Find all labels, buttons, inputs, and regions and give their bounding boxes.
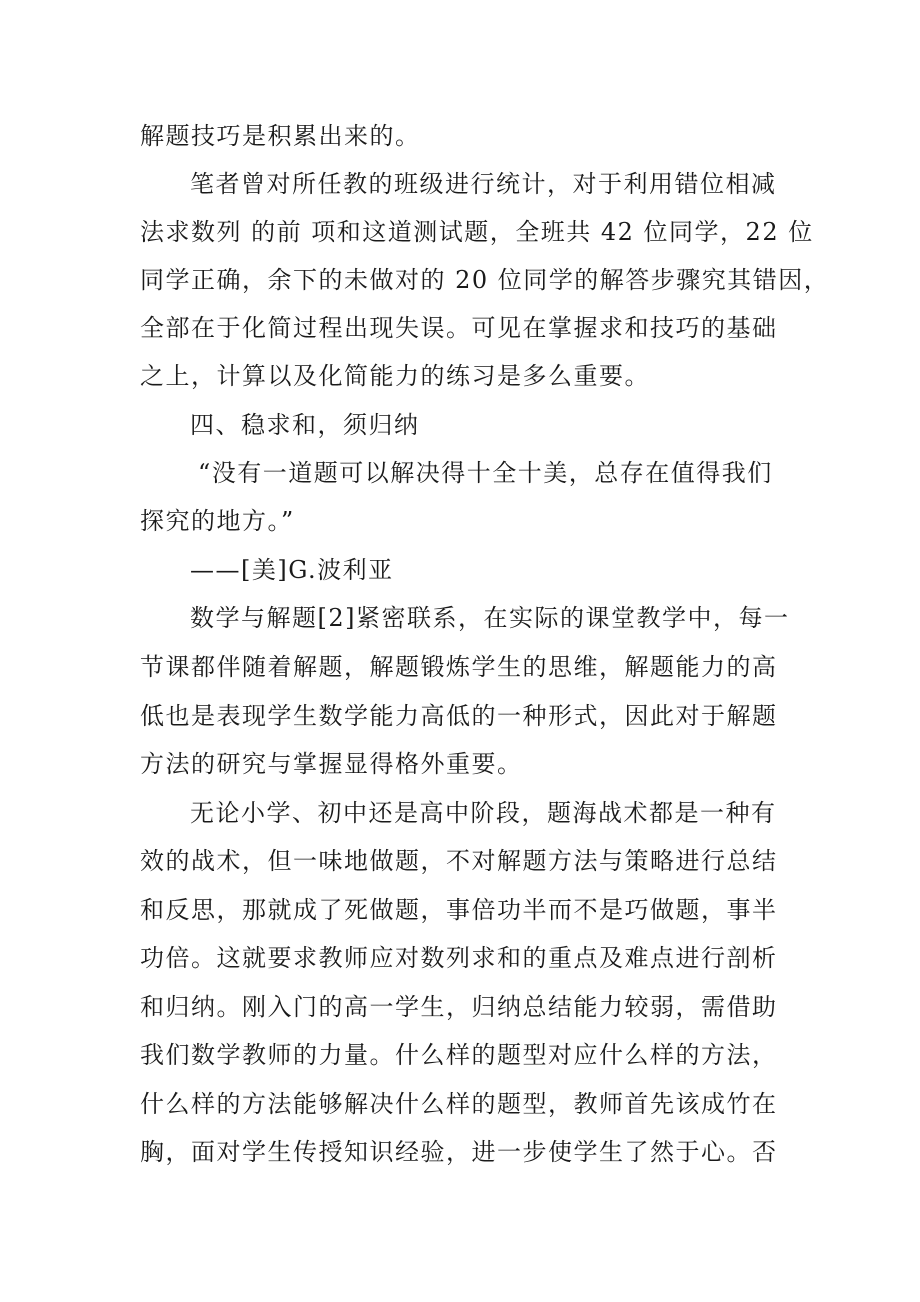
paragraph-line: 全部在于化简过程出现失误。可见在掌握求和技巧的基础 (140, 314, 778, 342)
paragraph-line: 之上，计算以及化简能力的练习是多么重要。 (140, 362, 650, 390)
paragraph-line: 节课都伴随着解题，解题锻炼学生的思维，解题能力的高 (140, 653, 778, 681)
section-heading: 四、稳求和，须归纳 (190, 411, 420, 439)
quote-attribution: ——[美]G.波利亚 (190, 556, 394, 584)
quote-line: “没有一道题可以解决得十全十美，总存在值得我们 (198, 459, 773, 487)
paragraph-line: 同学正确，余下的未做对的 20 位同学的解答步骤究其错因， (140, 266, 830, 294)
paragraph-line: 法求数列 的前 项和这道测试题，全班共 42 位同学，22 位 (140, 218, 814, 246)
paragraph-line: 数学与解题[2]紧密联系，在实际的课堂教学中，每一 (190, 604, 790, 632)
paragraph-line: 低也是表现学生数学能力高低的一种形式，因此对于解题 (140, 702, 778, 730)
paragraph-line: 和归纳。刚入门的高一学生，归纳总结能力较弱，需借助 (140, 993, 778, 1021)
paragraph-line: 无论小学、初中还是高中阶段，题海战术都是一种有 (190, 799, 777, 827)
quote-line: 探究的地方。” (140, 507, 295, 535)
paragraph-line: 什么样的方法能够解决什么样的题型，教师首先该成竹在 (140, 1090, 778, 1118)
paragraph-line: 和反思，那就成了死做题，事倍功半而不是巧做题，事半 (140, 896, 778, 924)
paragraph-line: 功倍。这就要求教师应对数列求和的重点及难点进行剖析 (140, 944, 778, 972)
paragraph-line: 效的战术，但一味地做题，不对解题方法与策略进行总结 (140, 847, 778, 875)
paragraph-line: 解题技巧是积累出来的。 (140, 122, 421, 150)
paragraph-line: 方法的研究与掌握显得格外重要。 (140, 750, 523, 778)
paragraph-line: 胸，面对学生传授知识经验，进一步使学生了然于心。否 (140, 1138, 778, 1166)
paragraph-line: 笔者曾对所任教的班级进行统计，对于利用错位相减 (190, 170, 777, 198)
paragraph-line: 我们数学教师的力量。什么样的题型对应什么样的方法， (140, 1041, 778, 1069)
